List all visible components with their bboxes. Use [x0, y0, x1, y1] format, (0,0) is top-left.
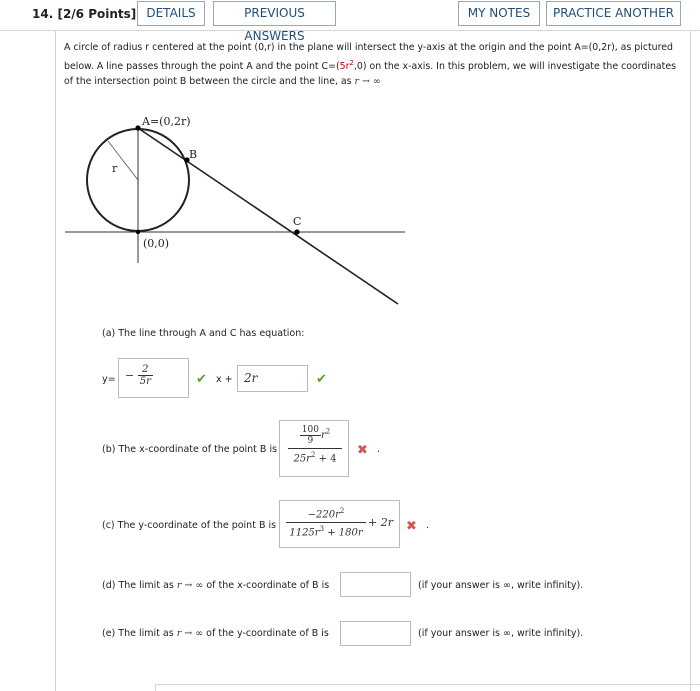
point-c — [294, 229, 299, 234]
check-icon: ✔ — [316, 372, 327, 387]
intro-highlight-exp: 2 — [349, 58, 354, 67]
part-e-prompt-after: of the y-coordinate of B is — [203, 628, 329, 639]
line-ac — [138, 128, 398, 304]
intro-highlight-base: 5r — [339, 60, 350, 72]
footer-divider-tick — [155, 684, 156, 691]
cross-icon: ✖ — [357, 443, 368, 458]
c-den-tail: + 180r — [324, 527, 363, 539]
content-right-border — [690, 31, 691, 691]
x-plus-label: x + — [216, 374, 233, 385]
problem-statement — [64, 40, 684, 90]
b-den-exp: 2 — [310, 451, 316, 459]
part-c-suffix: . — [426, 520, 430, 531]
previous-answers-button[interactable]: PREVIOUS ANSWERS — [213, 1, 336, 26]
point-origin — [136, 230, 140, 234]
slope-numerator: 2 — [138, 364, 153, 376]
part-c-prompt: (c) The y-coordinate of the point B is — [102, 520, 277, 531]
slope-denominator: 5r — [139, 376, 151, 387]
x-limit-input[interactable] — [340, 572, 411, 597]
part-e-limit: r → ∞ — [176, 628, 204, 639]
b-num-exp: 2 — [325, 427, 331, 436]
question-points: [2/6 Points] — [57, 7, 137, 21]
c-tail: + 2r — [368, 516, 393, 529]
b-denominator — [288, 449, 342, 464]
part-d-prompt-after: of the x-coordinate of B is — [203, 580, 330, 591]
part-e-prompt-before: (e) The limit as — [102, 628, 177, 639]
content-left-border — [55, 31, 56, 691]
point-a — [135, 125, 140, 130]
label-b: B — [189, 148, 198, 161]
part-b-prompt: (b) The x-coordinate of the point B is — [102, 444, 278, 455]
c-num-exp: 2 — [339, 507, 345, 515]
slope-answer-field[interactable] — [118, 358, 189, 398]
part-d-hint: (if your answer is ∞, write infinity). — [418, 580, 584, 591]
part-d-prompt — [102, 580, 329, 591]
details-button[interactable]: DETAILS — [137, 1, 205, 26]
label-c: C — [293, 215, 302, 228]
intercept-answer-field[interactable] — [237, 365, 308, 392]
label-origin: (0,0) — [143, 237, 170, 250]
b-den-tail: + 4 — [315, 453, 337, 465]
c-den-base: 1125r — [289, 527, 320, 539]
b-num-var: r — [320, 430, 326, 441]
c-numerator — [286, 507, 366, 523]
c-den-exp: 3 — [319, 525, 325, 534]
slope-sign: − — [125, 369, 135, 382]
part-d-prompt-before: (d) The limit as — [102, 580, 177, 591]
part-b-suffix: . — [377, 444, 381, 455]
b-inner-fraction — [300, 425, 321, 446]
x-coordinate-answer-field[interactable] — [279, 420, 349, 477]
y-coordinate-answer-field[interactable] — [279, 500, 400, 548]
cross-icon: ✖ — [406, 519, 417, 534]
y-limit-input[interactable] — [340, 621, 411, 646]
question-label — [32, 7, 136, 21]
intro-text-1: A circle of radius r centered at the point (0,r) in the plane will intersect the y-axis at the origin and the point A=(0,2r), as pictured below. A line passes through the point A and the point C=( — [64, 42, 673, 72]
footer-divider — [155, 684, 700, 685]
geometry-figure — [60, 108, 405, 308]
part-d-limit: r → ∞ — [176, 580, 204, 591]
my-notes-button[interactable]: MY NOTES — [458, 1, 540, 26]
question-header — [0, 0, 700, 43]
label-r: r — [112, 162, 118, 175]
y-equals-label: y= — [102, 374, 116, 385]
c-denominator — [286, 523, 366, 538]
part-a-prompt: (a) The line through A and C has equation: — [102, 328, 305, 339]
label-a: A=(0,2r) — [142, 115, 191, 128]
intro-limit: r → ∞ — [354, 76, 381, 88]
practice-another-button[interactable]: PRACTICE ANOTHER — [546, 1, 681, 26]
b-numerator — [288, 425, 342, 449]
check-icon: ✔ — [196, 372, 207, 387]
b-inner-num: 100 — [301, 425, 319, 435]
part-e-hint: (if your answer is ∞, write infinity). — [418, 628, 584, 639]
intercept-value: 2r — [244, 371, 258, 385]
c-num-base: −220r — [307, 509, 340, 521]
part-e-prompt — [102, 628, 329, 639]
question-number: 14. — [32, 7, 54, 21]
b-inner-den: 9 — [307, 436, 314, 446]
slope-fraction — [138, 364, 153, 387]
intro-text-2: ,0) on the x-axis. In this problem, we will investigate the coordinates of the intersection point B between the circle and the line, as — [64, 60, 676, 88]
b-den-base: 25r — [293, 453, 311, 465]
intro-highlight — [339, 58, 354, 72]
